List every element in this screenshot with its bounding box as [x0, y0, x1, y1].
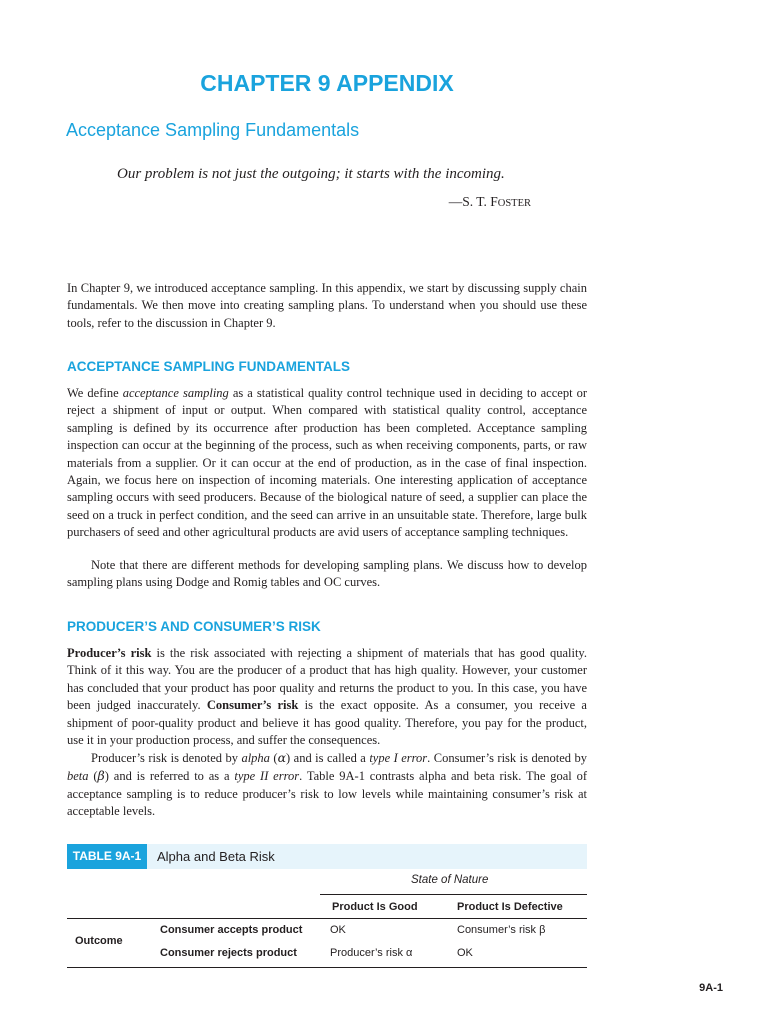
term-beta: beta — [67, 769, 89, 784]
beta-symbol: β — [97, 768, 105, 784]
table-row-label: Consumer accepts product — [160, 924, 303, 936]
term-type-ii-error: type II error — [234, 769, 300, 784]
text: . Consumer’s risk is denoted by — [427, 751, 587, 765]
table-number-tag: TABLE 9A-1 — [67, 844, 147, 869]
attribution-dash: —S. T. F — [448, 194, 498, 209]
table-col-good: Product Is Good — [332, 901, 418, 913]
text: Producer’s risk is denoted by — [91, 751, 242, 765]
term-acceptance-sampling: acceptance sampling — [122, 386, 229, 400]
term-producers-risk: Producer’s risk — [67, 646, 152, 660]
intro-paragraph: In Chapter 9, we introduced acceptance sampling. In this appendix, we start by discussing supply chain fundamentals. We then move into creating sampling plans. To understand when you should use these tools, refer to the discussion in Chapter 9. — [67, 281, 587, 330]
fundamentals-paragraph-1 — [67, 385, 587, 542]
section-heading-risk: PRODUCER’S AND CONSUMER’S RISK — [67, 619, 321, 634]
chapter-title: CHAPTER 9 APPENDIX — [200, 70, 454, 96]
risk-paragraph-2: Producer’s risk is denoted by alpha (α) and is called a type I error. Consumer’s risk is denoted by beta (β) and is referred to as a type II error. Table 9A-1 contrasts alpha and beta risk. The goal of acceptance sampling is to reduce producer’s risk to low levels while maintaining consumer’s risk at acceptable levels. — [67, 750, 587, 819]
text: is the exact opposite. As a consumer, you receive a shipment of poor-quality product and believe it has good quality. Therefore, you pay for the product, use it in your production process, and suffer the consequences. — [67, 698, 587, 748]
text: . Table 9A-1 contrasts alpha and beta risk. The goal of acceptance sampling is to reduce producer’s risk to low levels while maintaining consumer’s risk at acceptable levels. — [67, 769, 587, 819]
term-type-i-error: type I error — [369, 751, 428, 765]
epigraph-attribution — [449, 194, 531, 210]
table-cell: OK — [457, 947, 473, 959]
table-cell: OK — [330, 924, 346, 936]
table-cell: Consumer’s risk β — [457, 924, 546, 936]
table-col-defective: Product Is Defective — [457, 901, 563, 913]
text: as a statistical quality control technique used in deciding to accept or reject a shipment of input or output. When compared with statistical quality control, acceptance sampling is defined by its occurrence after production has been completed. Acceptance sampling inspection can occur at the beginning of the process, such as when receiving components, parts, or raw materials from a supplier. Or it can occur at the end of production, as in the case of final inspection. Again, we focus here on inspection of incoming materials. One interesting application of acceptance sampling occurs with seed producers. Because of the biological nature of seed, a supplier can place the seed on a truck in perfect condition, and the seed can arrive in an unsuitable state. Therefore, large bulk purchasers of seed and other agricultural products are avid users of acceptance sampling techniques. — [67, 386, 587, 540]
table-cell: Producer’s risk α — [330, 947, 413, 959]
text: is the risk associated with rejecting a shipment of materials that has good quality. Think of it this way. You are the producer of a product that has high quality. However, your customer has concluded that your product has poor quality and returns the product to you. In this case, you have been judged inaccurately. — [67, 646, 587, 713]
table-rule-header — [67, 918, 587, 919]
table-title: Alpha and Beta Risk — [157, 849, 275, 864]
table-state-of-nature: State of Nature — [411, 874, 489, 886]
fundamentals-paragraph-2: Note that there are different methods for developing sampling plans. We discuss how to develop sampling plans using Dodge and Romig tables and OC curves. — [67, 558, 587, 590]
table-row-group-outcome: Outcome — [75, 935, 123, 947]
page-number: 9A-1 — [699, 982, 723, 994]
table-row-label: Consumer rejects product — [160, 947, 297, 959]
attribution-smallcaps: OSTER — [497, 198, 531, 209]
text: and is referred to as a — [108, 769, 235, 784]
term-consumers-risk: Consumer’s risk — [206, 698, 299, 713]
risk-paragraph-1 — [67, 645, 587, 749]
table-rule-bottom — [67, 967, 587, 968]
table-rule-upper — [320, 894, 587, 895]
term-alpha: alpha — [241, 751, 270, 765]
text: We define — [67, 386, 123, 400]
table-caption-bar — [67, 844, 587, 869]
chapter-subtitle: Acceptance Sampling Fundamentals — [66, 120, 360, 140]
epigraph-quote: Our problem is not just the outgoing; it starts with the incoming. — [117, 166, 505, 182]
text: and is called a — [290, 751, 370, 765]
alpha-symbol: α — [277, 750, 287, 765]
section-heading-fundamentals: ACCEPTANCE SAMPLING FUNDAMENTALS — [67, 359, 350, 374]
